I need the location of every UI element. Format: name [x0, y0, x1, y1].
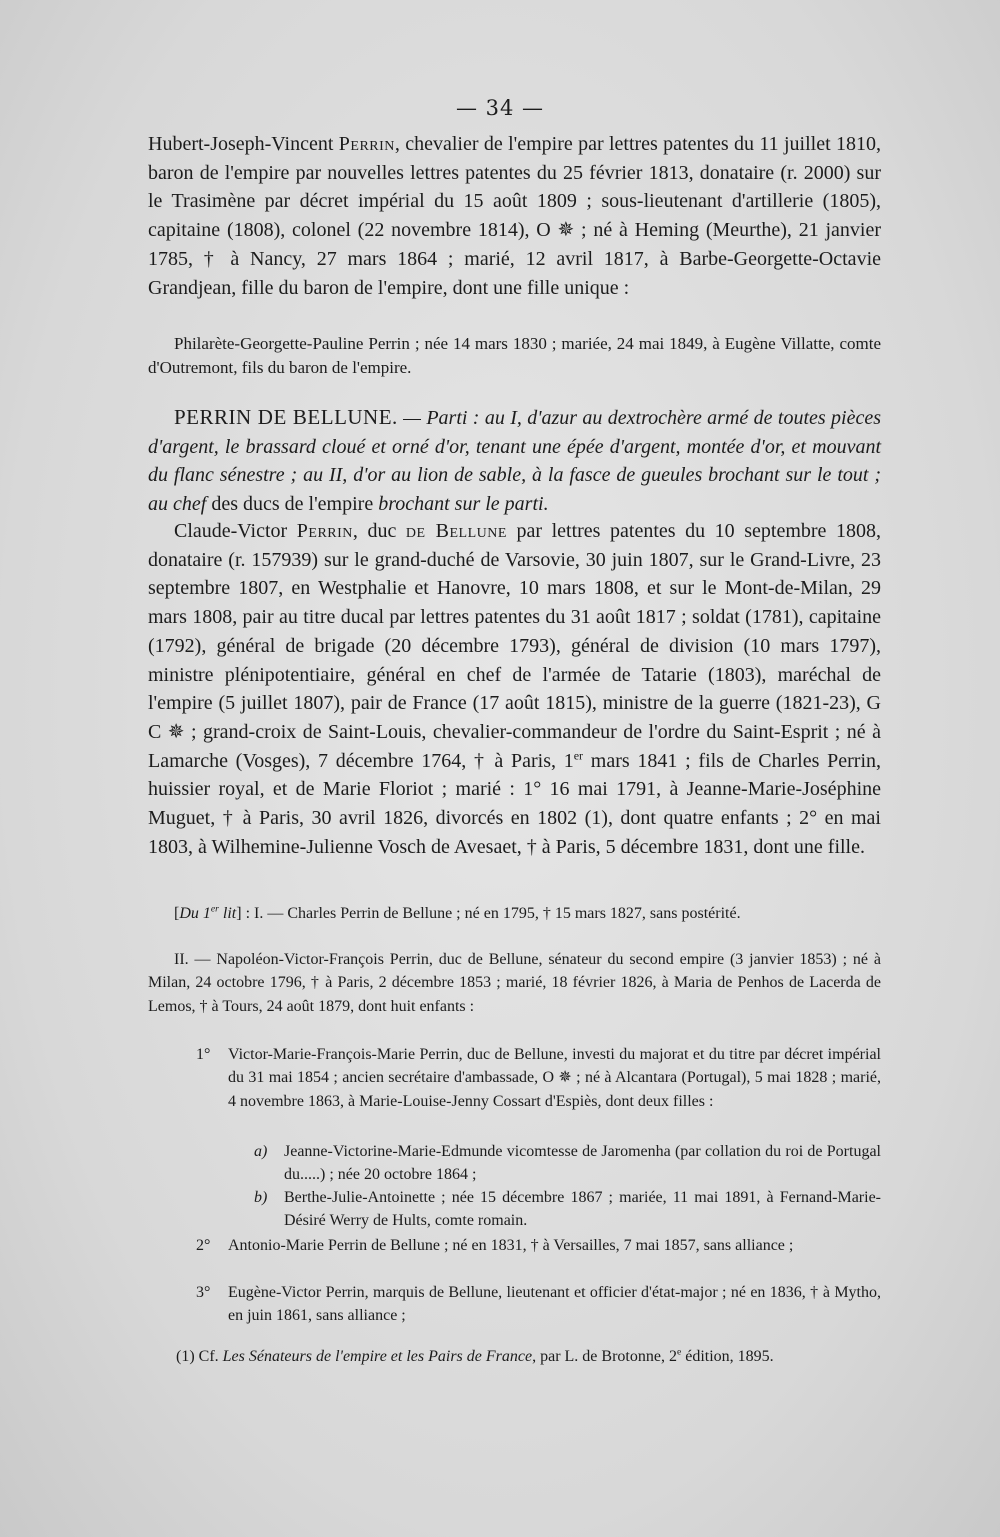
second-child: II. — Napoléon-Victor-François Perrin, duc de Bellune, sénateur du second empire (3 janvier 1853) ; né à Milan, 24 octobre 1796, † à Paris, 2 décembre 1853 ; marié, 18 février 1826, à Maria de Penhos de Lacerda de Lemos, † à Tours, 24 août 1879, dont huit enfants : [148, 951, 881, 1015]
first-bed-label: Du 1er lit [179, 903, 237, 922]
page-number: — 34 — [455, 96, 545, 120]
sub-list-item-letter: a) [254, 1143, 268, 1160]
entry-perrin-de-bellune [148, 403, 881, 519]
sub-list-item-text: Jeanne-Victorine-Marie-Edmunde vicomtesse de Jaromenha (par collation du roi de Portugal du.....) ; née 20 octobre 1864 ; [284, 1143, 881, 1184]
footnote-sup: e [676, 1346, 682, 1358]
entry-claude-victor [148, 517, 881, 861]
footnote-title: Les Sénateurs de l'empire et les Pairs de France [222, 1348, 533, 1365]
entry-surname: Perrin [296, 520, 353, 542]
sub-list-item [254, 1186, 881, 1233]
entry-body: par lettres patentes du 10 septembre 1808, donataire (r. 157939) sur le grand-duché de Varsovie, 30 juin 1807, sur le Grand-Livre, 23 septembre 1807, en Westphalie et Hanovre, 10 mars 1808, et sur le Mont-de-Milan, 29 mars 1808, pair au titre ducal par lettres patentes du 31 août 1817 ; soldat (1781), capitaine (1792), général de brigade (20 décembre 1793), général de division (10 mars 1797), ministre plénipotentiaire, général en chef de l'armée de Tatarie (1803), maréchal de l'empire (5 juillet 1807), pair de France (17 août 1815), ministre de la guerre (1821-23), G C ✵ ; grand-croix de Saint-Louis, chevalier-commandeur de l'ordre du Saint-Esprit ; né à Lamarche (Vosges), 7 décembre 1764, † à Paris, 1 [148, 520, 881, 772]
entry-name: Hubert-Joseph-Vincent [148, 133, 339, 155]
footnote-prefix: (1) Cf. [176, 1348, 223, 1365]
blazon-text-3: brochant sur le parti. [378, 493, 549, 516]
entry-surname: Perrin [338, 133, 395, 155]
entry-body-2: mars 1841 ; fils de Charles Perrin, huissier royal, et de Marie Floriot ; marié : 1° 16 mai 1791, à Jeanne-Marie-Joséphine Muguet, † à Paris, 30 avril 1826, divorcés en 1802 (1), dont quatre enfants ; 2° en mai 1803, à Wilhemine-Julienne Vosch de Avesaet, † à Paris, 5 décembre 1831, dont une fille. [148, 749, 881, 858]
list-item-number: 2° [196, 1237, 211, 1254]
list-item-number: 1° [196, 1046, 211, 1063]
footnote [176, 1345, 881, 1368]
sub-list-item-letter: b) [254, 1189, 268, 1206]
list-item-text: Eugène-Victor Perrin, marquis de Bellune, lieutenant et officier d'état-major ; né en 1836, † à Mytho, en juin 1861, sans alliance ; [228, 1284, 881, 1325]
entry-daughter: Philarète-Georgette-Pauline Perrin ; née 14 mars 1830 ; mariée, 24 mai 1849, à Eugène Villatte, comte d'Outremont, fils du baron de l'empire. [148, 334, 881, 377]
sub-list-item [254, 1140, 881, 1187]
list-item [198, 1281, 881, 1328]
first-bed-child: [Du 1er lit] : I. — Charles Perrin de Bellune ; né en 1795, † 15 mars 1827, sans postérité. [174, 903, 741, 922]
blazon-text-2: des ducs de l'empire [206, 493, 379, 516]
entry-title: , duc [352, 520, 406, 542]
entry-duchy: de Bellune [405, 520, 507, 542]
list-item [198, 1043, 881, 1113]
entry-heading: PERRIN DE BELLUNE. [174, 405, 398, 429]
sub-list-item-text: Berthe-Julie-Antoinette ; née 15 décembre 1867 ; mariée, 11 mai 1891, à Fernand-Marie-Désiré Werry de Hults, comte romain. [284, 1189, 881, 1230]
list-item-text: Antonio-Marie Perrin de Bellune ; né en 1831, † à Versailles, 7 mai 1857, sans alliance ; [228, 1237, 794, 1254]
footnote-end: édition, 1895. [681, 1348, 774, 1365]
list-item [198, 1234, 881, 1257]
entry-sup: er [573, 747, 584, 762]
footnote-suffix: , par L. de Brotonne, 2 [532, 1348, 677, 1365]
entry-body: , chevalier de l'empire par lettres patentes du 11 juillet 1810, baron de l'empire par nouvelles lettres patentes du 25 février 1813, donataire (r. 2000) sur le Trasimène par décret impérial du 15 août 1809 ; sous-lieutenant d'artillerie (1805), capitaine (1808), colonel (22 novembre 1814), O ✵ ; né à Heming (Meurthe), 21 janvier 1785, † à Nancy, 27 mars 1864 ; marié, 12 avril 1817, à Barbe-Georgette-Octavie Grandjean, fille du baron de l'empire, dont une fille unique : [148, 133, 881, 299]
blazon-text: — Parti : au I, d'azur au dextrochère armé de toutes pièces d'argent, le brassard cloué et orné d'or, tenant une épée d'argent, montée d'or, et mouvant du flanc sénestre ; au II, d'or au lion de sable, à la fasce de gueules brochant sur le tout ; au chef [148, 407, 882, 516]
entry-name: Claude-Victor [174, 520, 297, 542]
list-item-text: Victor-Marie-François-Marie Perrin, duc de Bellune, investi du majorat et du titre par décret impérial du 31 mai 1854 ; ancien secrétaire d'ambassade, O ✵ ; né à Alcantara (Portugal), 5 mai 1828 ; marié, 4 novembre 1863, à Marie-Louise-Jenny Cossart d'Espiès, dont deux filles : [228, 1046, 881, 1110]
entry-perrin-hubert [148, 130, 881, 302]
first-bed-text: : I. — Charles Perrin de Bellune ; né en 1795, † 15 mars 1827, sans postérité. [241, 905, 741, 922]
list-item-number: 3° [196, 1284, 211, 1301]
